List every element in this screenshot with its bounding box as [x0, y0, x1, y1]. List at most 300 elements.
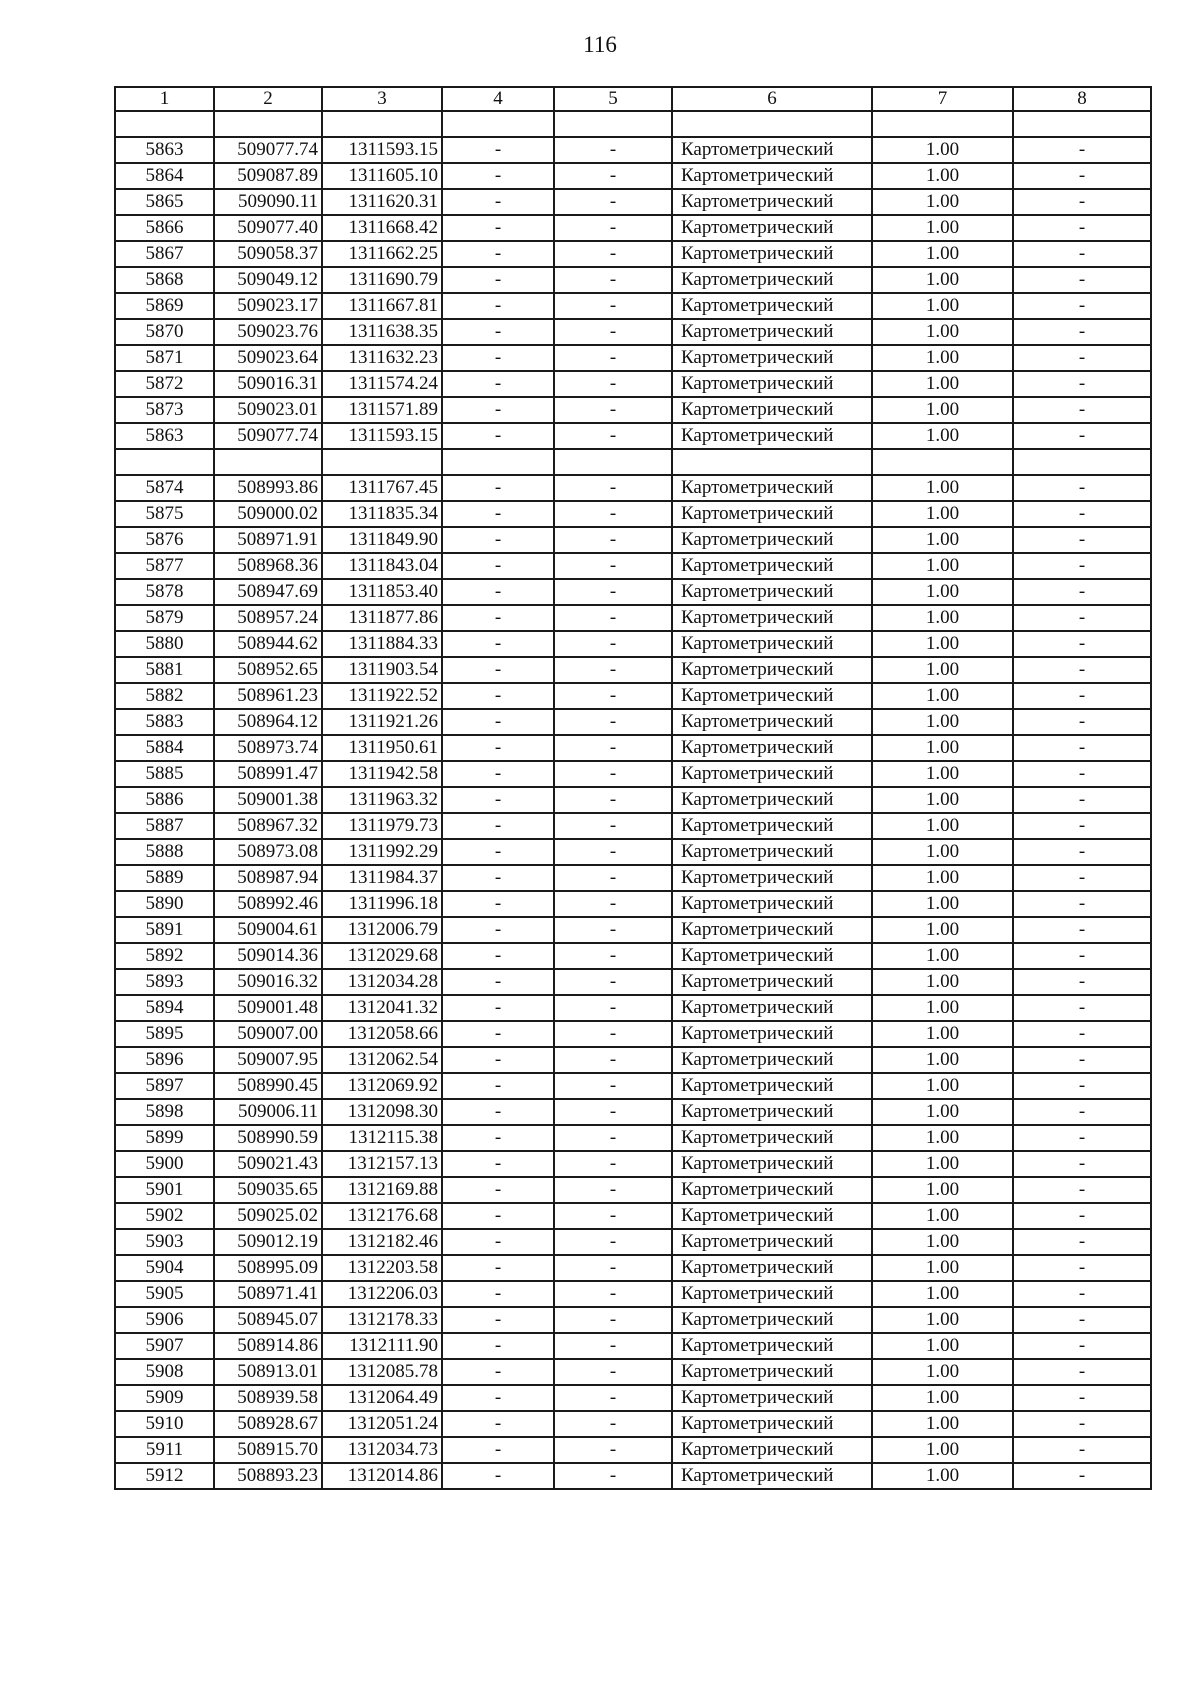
point-number-cell: 5864 [115, 163, 214, 189]
column-4-cell: - [442, 1333, 554, 1359]
x-coordinate-cell: 508964.12 [214, 709, 322, 735]
method-cell: Картометрический [672, 839, 872, 865]
x-coordinate-cell: 508961.23 [214, 683, 322, 709]
x-coordinate-cell: 508995.09 [214, 1255, 322, 1281]
point-number-cell: 5901 [115, 1177, 214, 1203]
column-8-cell: - [1013, 215, 1151, 241]
column-4-cell: - [442, 813, 554, 839]
y-coordinate-cell: 1311992.29 [322, 839, 442, 865]
column-4-cell: - [442, 553, 554, 579]
column-header: 6 [672, 87, 872, 111]
column-header: 5 [554, 87, 672, 111]
precision-cell: 1.00 [872, 735, 1013, 761]
y-coordinate-cell: 1312098.30 [322, 1099, 442, 1125]
column-8-cell: - [1013, 1151, 1151, 1177]
point-number-cell: 5896 [115, 1047, 214, 1073]
precision-cell: 1.00 [872, 1463, 1013, 1489]
method-cell: Картометрический [672, 631, 872, 657]
x-coordinate-cell: 508990.45 [214, 1073, 322, 1099]
method-cell: Картометрический [672, 865, 872, 891]
table-row [115, 1281, 1151, 1307]
point-number-cell: 5888 [115, 839, 214, 865]
column-8-cell: - [1013, 397, 1151, 423]
precision-cell: 1.00 [872, 293, 1013, 319]
column-4-cell: - [442, 865, 554, 891]
column-8-cell: - [1013, 605, 1151, 631]
column-5-cell: - [554, 189, 672, 215]
method-cell: Картометрический [672, 605, 872, 631]
table-row [115, 657, 1151, 683]
point-number-cell: 5892 [115, 943, 214, 969]
precision-cell: 1.00 [872, 1411, 1013, 1437]
point-number-cell: 5900 [115, 1151, 214, 1177]
empty-cell [115, 449, 214, 475]
method-cell: Картометрический [672, 241, 872, 267]
column-8-cell: - [1013, 345, 1151, 371]
point-number-cell: 5906 [115, 1307, 214, 1333]
point-number-cell: 5870 [115, 319, 214, 345]
x-coordinate-cell: 509035.65 [214, 1177, 322, 1203]
table-row [115, 1151, 1151, 1177]
table-row [115, 1203, 1151, 1229]
column-5-cell: - [554, 1177, 672, 1203]
column-8-cell: - [1013, 553, 1151, 579]
column-8-cell: - [1013, 787, 1151, 813]
column-4-cell: - [442, 397, 554, 423]
empty-cell [115, 111, 214, 137]
y-coordinate-cell: 1312085.78 [322, 1359, 442, 1385]
y-coordinate-cell: 1311979.73 [322, 813, 442, 839]
table-row [115, 1255, 1151, 1281]
column-5-cell: - [554, 579, 672, 605]
column-8-cell: - [1013, 657, 1151, 683]
x-coordinate-cell: 509006.11 [214, 1099, 322, 1125]
method-cell: Картометрический [672, 371, 872, 397]
column-5-cell: - [554, 1125, 672, 1151]
x-coordinate-cell: 508967.32 [214, 813, 322, 839]
x-coordinate-cell: 508914.86 [214, 1333, 322, 1359]
column-5-cell: - [554, 839, 672, 865]
column-8-cell: - [1013, 1411, 1151, 1437]
method-cell: Картометрический [672, 579, 872, 605]
method-cell: Картометрический [672, 267, 872, 293]
column-5-cell: - [554, 1463, 672, 1489]
column-5-cell: - [554, 267, 672, 293]
method-cell: Картометрический [672, 1229, 872, 1255]
empty-cell [442, 449, 554, 475]
point-number-cell: 5905 [115, 1281, 214, 1307]
column-8-cell: - [1013, 1333, 1151, 1359]
column-header: 4 [442, 87, 554, 111]
precision-cell: 1.00 [872, 657, 1013, 683]
x-coordinate-cell: 508968.36 [214, 553, 322, 579]
column-4-cell: - [442, 969, 554, 995]
precision-cell: 1.00 [872, 865, 1013, 891]
table-row [115, 241, 1151, 267]
table-row [115, 605, 1151, 631]
column-5-cell: - [554, 631, 672, 657]
precision-cell: 1.00 [872, 553, 1013, 579]
y-coordinate-cell: 1312182.46 [322, 1229, 442, 1255]
column-8-cell: - [1013, 371, 1151, 397]
column-header: 1 [115, 87, 214, 111]
method-cell: Картометрический [672, 215, 872, 241]
y-coordinate-cell: 1311853.40 [322, 579, 442, 605]
column-4-cell: - [442, 631, 554, 657]
x-coordinate-cell: 509023.76 [214, 319, 322, 345]
y-coordinate-cell: 1311668.42 [322, 215, 442, 241]
point-number-cell: 5872 [115, 371, 214, 397]
point-number-cell: 5910 [115, 1411, 214, 1437]
x-coordinate-cell: 509016.32 [214, 969, 322, 995]
column-5-cell: - [554, 735, 672, 761]
x-coordinate-cell: 509023.17 [214, 293, 322, 319]
point-number-cell: 5894 [115, 995, 214, 1021]
y-coordinate-cell: 1311593.15 [322, 137, 442, 163]
point-number-cell: 5902 [115, 1203, 214, 1229]
column-4-cell: - [442, 761, 554, 787]
table-row [115, 1359, 1151, 1385]
x-coordinate-cell: 508945.07 [214, 1307, 322, 1333]
point-number-cell: 5895 [115, 1021, 214, 1047]
x-coordinate-cell: 508928.67 [214, 1411, 322, 1437]
column-8-cell: - [1013, 1307, 1151, 1333]
y-coordinate-cell: 1312058.66 [322, 1021, 442, 1047]
table-row [115, 1385, 1151, 1411]
column-8-cell: - [1013, 1073, 1151, 1099]
table-row [115, 1073, 1151, 1099]
point-number-cell: 5876 [115, 527, 214, 553]
method-cell: Картометрический [672, 527, 872, 553]
column-header: 7 [872, 87, 1013, 111]
method-cell: Картометрический [672, 657, 872, 683]
column-4-cell: - [442, 1073, 554, 1099]
method-cell: Картометрический [672, 735, 872, 761]
point-number-cell: 5897 [115, 1073, 214, 1099]
table-row [115, 1333, 1151, 1359]
column-4-cell: - [442, 943, 554, 969]
x-coordinate-cell: 509012.19 [214, 1229, 322, 1255]
column-8-cell: - [1013, 1385, 1151, 1411]
point-number-cell: 5866 [115, 215, 214, 241]
precision-cell: 1.00 [872, 1333, 1013, 1359]
precision-cell: 1.00 [872, 345, 1013, 371]
y-coordinate-cell: 1312064.49 [322, 1385, 442, 1411]
table-row [115, 761, 1151, 787]
point-number-cell: 5912 [115, 1463, 214, 1489]
x-coordinate-cell: 509007.95 [214, 1047, 322, 1073]
precision-cell: 1.00 [872, 319, 1013, 345]
table-row [115, 397, 1151, 423]
table-row [115, 995, 1151, 1021]
x-coordinate-cell: 509007.00 [214, 1021, 322, 1047]
x-coordinate-cell: 509058.37 [214, 241, 322, 267]
method-cell: Картометрический [672, 137, 872, 163]
y-coordinate-cell: 1311984.37 [322, 865, 442, 891]
x-coordinate-cell: 508971.91 [214, 527, 322, 553]
table-row [115, 579, 1151, 605]
precision-cell: 1.00 [872, 527, 1013, 553]
point-number-cell: 5903 [115, 1229, 214, 1255]
x-coordinate-cell: 509077.74 [214, 137, 322, 163]
column-8-cell: - [1013, 709, 1151, 735]
method-cell: Картометрический [672, 1021, 872, 1047]
y-coordinate-cell: 1312029.68 [322, 943, 442, 969]
column-5-cell: - [554, 683, 672, 709]
column-8-cell: - [1013, 293, 1151, 319]
column-4-cell: - [442, 241, 554, 267]
method-cell: Картометрический [672, 683, 872, 709]
method-cell: Картометрический [672, 189, 872, 215]
precision-cell: 1.00 [872, 1073, 1013, 1099]
precision-cell: 1.00 [872, 1307, 1013, 1333]
column-5-cell: - [554, 865, 672, 891]
column-5-cell: - [554, 709, 672, 735]
table-row [115, 1437, 1151, 1463]
method-cell: Картометрический [672, 501, 872, 527]
y-coordinate-cell: 1311690.79 [322, 267, 442, 293]
method-cell: Картометрический [672, 1385, 872, 1411]
precision-cell: 1.00 [872, 631, 1013, 657]
column-5-cell: - [554, 1151, 672, 1177]
empty-cell [322, 449, 442, 475]
column-8-cell: - [1013, 917, 1151, 943]
method-cell: Картометрический [672, 1151, 872, 1177]
y-coordinate-cell: 1311605.10 [322, 163, 442, 189]
point-number-cell: 5868 [115, 267, 214, 293]
table-row [115, 1047, 1151, 1073]
point-number-cell: 5879 [115, 605, 214, 631]
column-5-cell: - [554, 1073, 672, 1099]
column-8-cell: - [1013, 683, 1151, 709]
column-4-cell: - [442, 137, 554, 163]
column-5-cell: - [554, 1047, 672, 1073]
column-5-cell: - [554, 605, 672, 631]
x-coordinate-cell: 508993.86 [214, 475, 322, 501]
point-number-cell: 5865 [115, 189, 214, 215]
column-5-cell: - [554, 917, 672, 943]
column-5-cell: - [554, 137, 672, 163]
precision-cell: 1.00 [872, 371, 1013, 397]
column-5-cell: - [554, 345, 672, 371]
empty-cell [672, 449, 872, 475]
column-8-cell: - [1013, 1047, 1151, 1073]
column-4-cell: - [442, 735, 554, 761]
table-row [115, 709, 1151, 735]
precision-cell: 1.00 [872, 267, 1013, 293]
method-cell: Картометрический [672, 1281, 872, 1307]
point-number-cell: 5911 [115, 1437, 214, 1463]
y-coordinate-cell: 1311835.34 [322, 501, 442, 527]
point-number-cell: 5885 [115, 761, 214, 787]
column-8-cell: - [1013, 839, 1151, 865]
method-cell: Картометрический [672, 345, 872, 371]
x-coordinate-cell: 508973.08 [214, 839, 322, 865]
x-coordinate-cell: 509004.61 [214, 917, 322, 943]
column-4-cell: - [442, 501, 554, 527]
column-5-cell: - [554, 475, 672, 501]
x-coordinate-cell: 509077.40 [214, 215, 322, 241]
precision-cell: 1.00 [872, 137, 1013, 163]
point-number-cell: 5863 [115, 137, 214, 163]
x-coordinate-cell: 509001.38 [214, 787, 322, 813]
x-coordinate-cell: 508992.46 [214, 891, 322, 917]
x-coordinate-cell: 508944.62 [214, 631, 322, 657]
y-coordinate-cell: 1311593.15 [322, 423, 442, 449]
y-coordinate-cell: 1312176.68 [322, 1203, 442, 1229]
column-4-cell: - [442, 423, 554, 449]
column-5-cell: - [554, 241, 672, 267]
precision-cell: 1.00 [872, 943, 1013, 969]
table-row [115, 475, 1151, 501]
table-row [115, 189, 1151, 215]
table-header-row [115, 87, 1151, 111]
precision-cell: 1.00 [872, 501, 1013, 527]
precision-cell: 1.00 [872, 475, 1013, 501]
precision-cell: 1.00 [872, 995, 1013, 1021]
y-coordinate-cell: 1312034.28 [322, 969, 442, 995]
precision-cell: 1.00 [872, 1203, 1013, 1229]
table-body [115, 111, 1151, 1489]
x-coordinate-cell: 508939.58 [214, 1385, 322, 1411]
method-cell: Картометрический [672, 969, 872, 995]
column-4-cell: - [442, 1047, 554, 1073]
column-5-cell: - [554, 813, 672, 839]
method-cell: Картометрический [672, 1437, 872, 1463]
table-row [115, 683, 1151, 709]
column-5-cell: - [554, 371, 672, 397]
column-5-cell: - [554, 423, 672, 449]
y-coordinate-cell: 1312115.38 [322, 1125, 442, 1151]
column-5-cell: - [554, 215, 672, 241]
y-coordinate-cell: 1312006.79 [322, 917, 442, 943]
point-number-cell: 5863 [115, 423, 214, 449]
x-coordinate-cell: 509000.02 [214, 501, 322, 527]
table-row [115, 293, 1151, 319]
precision-cell: 1.00 [872, 397, 1013, 423]
y-coordinate-cell: 1312062.54 [322, 1047, 442, 1073]
column-4-cell: - [442, 163, 554, 189]
column-4-cell: - [442, 293, 554, 319]
empty-cell [214, 449, 322, 475]
y-coordinate-cell: 1311620.31 [322, 189, 442, 215]
column-8-cell: - [1013, 891, 1151, 917]
column-8-cell: - [1013, 137, 1151, 163]
method-cell: Картометрический [672, 813, 872, 839]
empty-cell [672, 111, 872, 137]
table-row [115, 839, 1151, 865]
y-coordinate-cell: 1312206.03 [322, 1281, 442, 1307]
method-cell: Картометрический [672, 1099, 872, 1125]
x-coordinate-cell: 509090.11 [214, 189, 322, 215]
precision-cell: 1.00 [872, 1099, 1013, 1125]
column-5-cell: - [554, 657, 672, 683]
column-5-cell: - [554, 1385, 672, 1411]
method-cell: Картометрический [672, 1047, 872, 1073]
x-coordinate-cell: 509077.74 [214, 423, 322, 449]
method-cell: Картометрический [672, 709, 872, 735]
column-8-cell: - [1013, 865, 1151, 891]
column-5-cell: - [554, 1021, 672, 1047]
x-coordinate-cell: 509049.12 [214, 267, 322, 293]
table-row [115, 501, 1151, 527]
y-coordinate-cell: 1311571.89 [322, 397, 442, 423]
precision-cell: 1.00 [872, 1359, 1013, 1385]
table-row [115, 1229, 1151, 1255]
x-coordinate-cell: 508991.47 [214, 761, 322, 787]
separator-row [115, 111, 1151, 137]
y-coordinate-cell: 1311996.18 [322, 891, 442, 917]
column-4-cell: - [442, 1281, 554, 1307]
precision-cell: 1.00 [872, 839, 1013, 865]
column-5-cell: - [554, 1307, 672, 1333]
precision-cell: 1.00 [872, 1281, 1013, 1307]
method-cell: Картометрический [672, 319, 872, 345]
column-4-cell: - [442, 527, 554, 553]
method-cell: Картометрический [672, 891, 872, 917]
column-4-cell: - [442, 839, 554, 865]
table-row [115, 215, 1151, 241]
precision-cell: 1.00 [872, 1255, 1013, 1281]
column-5-cell: - [554, 319, 672, 345]
precision-cell: 1.00 [872, 787, 1013, 813]
point-number-cell: 5873 [115, 397, 214, 423]
precision-cell: 1.00 [872, 709, 1013, 735]
table-row [115, 345, 1151, 371]
table-row [115, 1307, 1151, 1333]
column-4-cell: - [442, 1359, 554, 1385]
y-coordinate-cell: 1311963.32 [322, 787, 442, 813]
column-4-cell: - [442, 1099, 554, 1125]
empty-cell [872, 111, 1013, 137]
precision-cell: 1.00 [872, 163, 1013, 189]
column-5-cell: - [554, 1359, 672, 1385]
column-8-cell: - [1013, 527, 1151, 553]
point-number-cell: 5886 [115, 787, 214, 813]
column-8-cell: - [1013, 1359, 1151, 1385]
x-coordinate-cell: 508915.70 [214, 1437, 322, 1463]
x-coordinate-cell: 509014.36 [214, 943, 322, 969]
column-8-cell: - [1013, 1125, 1151, 1151]
point-number-cell: 5907 [115, 1333, 214, 1359]
table-row [115, 891, 1151, 917]
point-number-cell: 5869 [115, 293, 214, 319]
x-coordinate-cell: 508990.59 [214, 1125, 322, 1151]
table-row [115, 137, 1151, 163]
y-coordinate-cell: 1312014.86 [322, 1463, 442, 1489]
column-8-cell: - [1013, 631, 1151, 657]
precision-cell: 1.00 [872, 1437, 1013, 1463]
column-4-cell: - [442, 891, 554, 917]
x-coordinate-cell: 508957.24 [214, 605, 322, 631]
column-8-cell: - [1013, 1229, 1151, 1255]
table-row [115, 371, 1151, 397]
y-coordinate-cell: 1312034.73 [322, 1437, 442, 1463]
y-coordinate-cell: 1312041.32 [322, 995, 442, 1021]
table-row [115, 917, 1151, 943]
x-coordinate-cell: 509025.02 [214, 1203, 322, 1229]
x-coordinate-cell: 508971.41 [214, 1281, 322, 1307]
column-5-cell: - [554, 1281, 672, 1307]
precision-cell: 1.00 [872, 423, 1013, 449]
point-number-cell: 5891 [115, 917, 214, 943]
table-row [115, 267, 1151, 293]
column-4-cell: - [442, 1437, 554, 1463]
method-cell: Картометрический [672, 397, 872, 423]
point-number-cell: 5882 [115, 683, 214, 709]
column-4-cell: - [442, 995, 554, 1021]
method-cell: Картометрический [672, 1255, 872, 1281]
